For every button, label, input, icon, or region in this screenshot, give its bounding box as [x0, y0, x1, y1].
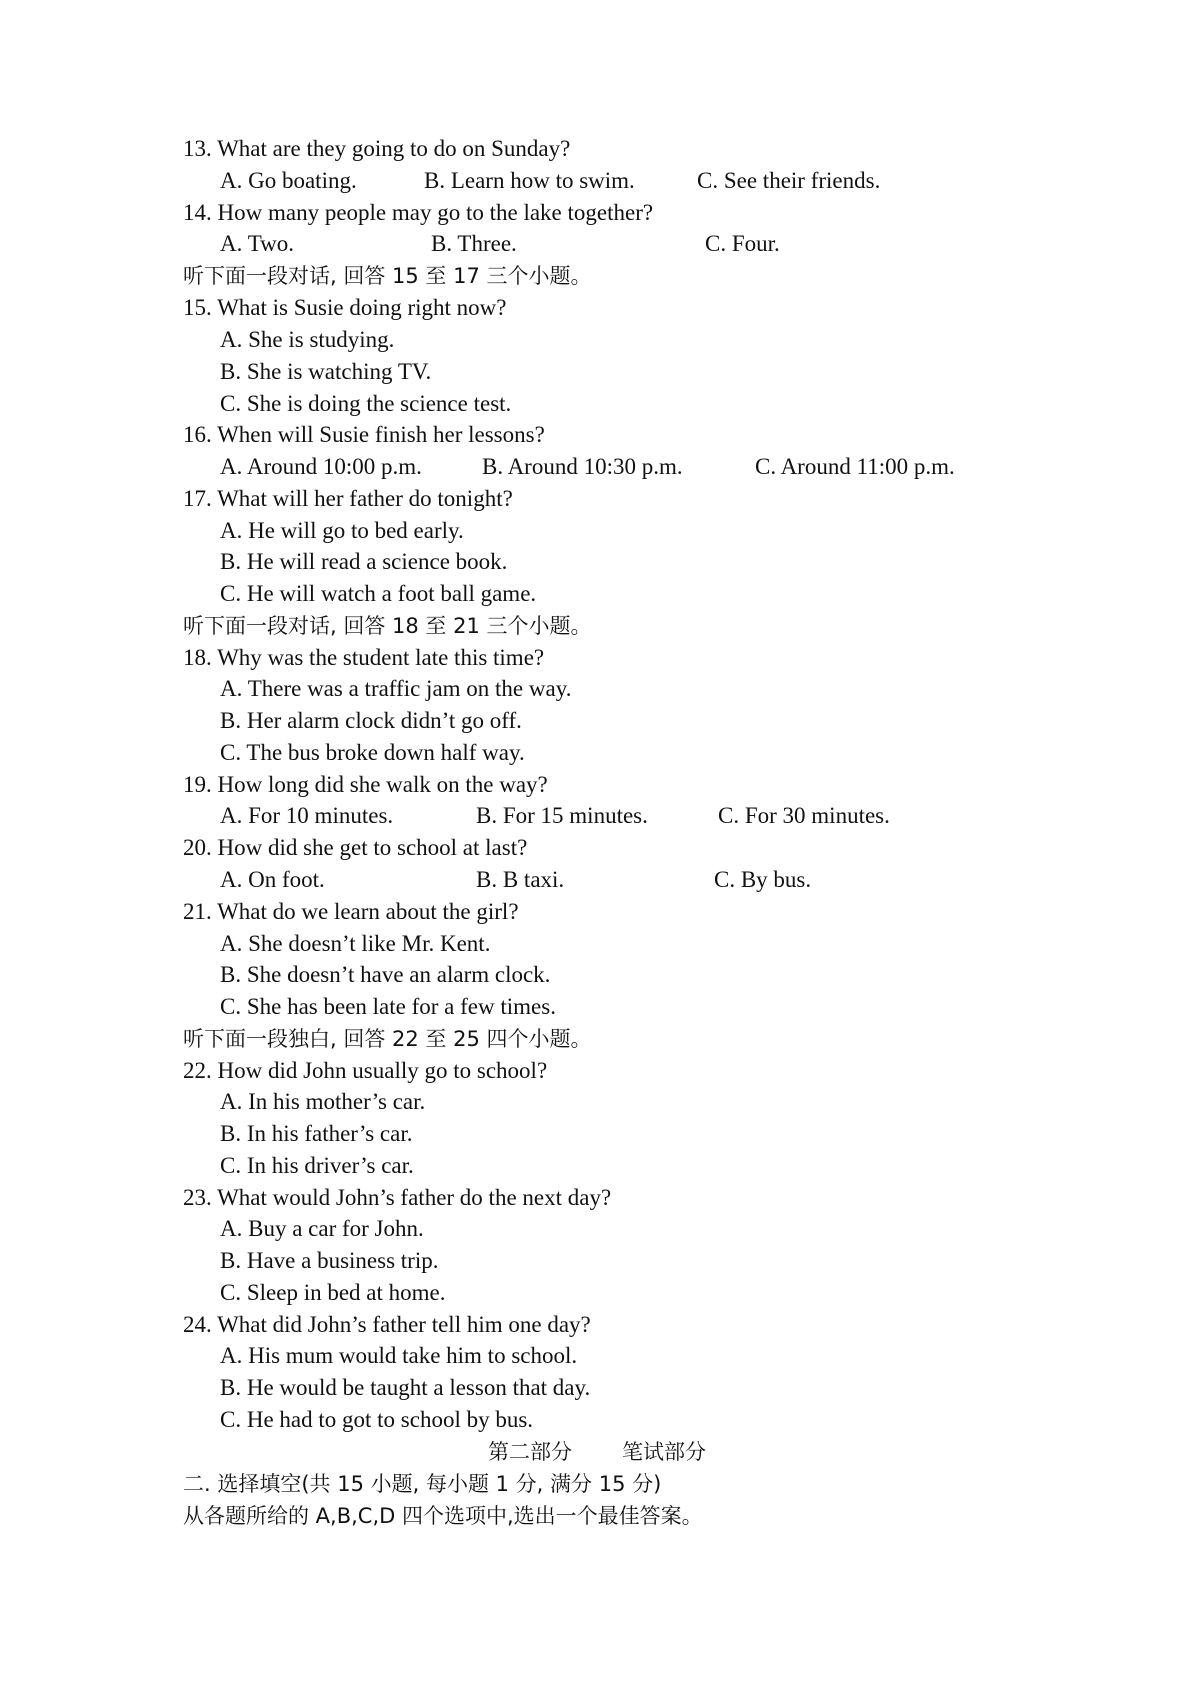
option-b: B. Have a business trip.	[220, 1248, 439, 1273]
question-stem: 18. Why was the student late this time?	[183, 645, 545, 670]
option-c: C. For 30 minutes.	[718, 803, 890, 828]
option-c: C. Sleep in bed at home.	[220, 1280, 446, 1305]
option-c: C. By bus.	[714, 867, 812, 892]
question-stem: 21. What do we learn about the girl?	[183, 899, 519, 924]
option-c: C. He had to got to school by bus.	[220, 1407, 534, 1432]
option-a: A. His mum would take him to school.	[220, 1343, 578, 1368]
option-b: B. In his father’s car.	[220, 1121, 413, 1146]
option-a: A. She is studying.	[220, 327, 395, 352]
option-a: A. Two.	[220, 231, 294, 256]
option-b: B. Around 10:30 p.m.	[482, 454, 683, 479]
question-stem: 20. How did she get to school at last?	[183, 835, 528, 860]
option-a: A. In his mother’s car.	[220, 1089, 426, 1114]
question-stem: 19. How long did she walk on the way?	[183, 772, 548, 797]
option-b: B. He will read a science book.	[220, 549, 508, 574]
question-stem: 13. What are they going to do on Sunday?	[183, 136, 571, 161]
option-c: C. The bus broke down half way.	[220, 740, 525, 765]
option-b: B. Her alarm clock didn’t go off.	[220, 708, 522, 733]
option-a: A. Buy a car for John.	[220, 1216, 424, 1241]
option-a: A. On foot.	[220, 867, 325, 892]
question-stem: 14. How many people may go to the lake together?	[183, 200, 654, 225]
option-b: B. For 15 minutes.	[476, 803, 648, 828]
option-b: B. She doesn’t have an alarm clock.	[220, 962, 551, 987]
question-stem: 24. What did John’s father tell him one day?	[183, 1312, 591, 1337]
option-a: A. For 10 minutes.	[220, 803, 394, 828]
section-instruction-text: 从各题所给的 A,B,C,D 四个选项中,选出一个最佳答案。	[183, 1504, 703, 1528]
instruction-text: 听下面一段对话, 回答 15 至 17 三个小题。	[183, 264, 592, 288]
instruction-text: 听下面一段独白, 回答 22 至 25 四个小题。	[183, 1027, 592, 1051]
question-stem: 15. What is Susie doing right now?	[183, 295, 507, 320]
question-stem: 17. What will her father do tonight?	[183, 486, 513, 511]
option-c: C. He will watch a foot ball game.	[220, 581, 537, 606]
option-a: A. He will go to bed early.	[220, 518, 464, 543]
question-stem: 16. When will Susie finish her lessons?	[183, 422, 545, 447]
option-b: B. B taxi.	[476, 867, 565, 892]
option-b: B. Three.	[431, 231, 517, 256]
option-b: B. He would be taught a lesson that day.	[220, 1375, 591, 1400]
question-stem: 22. How did John usually go to school?	[183, 1058, 548, 1083]
option-b: B. She is watching TV.	[220, 359, 432, 384]
option-c: C. Four.	[705, 231, 780, 256]
part2-heading-left: 第二部分	[488, 1440, 572, 1464]
option-c: C. In his driver’s car.	[220, 1153, 414, 1178]
option-a: A. She doesn’t like Mr. Kent.	[220, 931, 491, 956]
instruction-text: 听下面一段对话, 回答 18 至 21 三个小题。	[183, 614, 592, 638]
option-b: B. Learn how to swim.	[424, 168, 635, 193]
question-stem: 23. What would John’s father do the next day?	[183, 1185, 612, 1210]
option-c: C. Around 11:00 p.m.	[755, 454, 955, 479]
part2-heading-right: 笔试部分	[622, 1440, 706, 1464]
option-a: A. Go boating.	[220, 168, 357, 193]
option-a: A. There was a traffic jam on the way.	[220, 676, 572, 701]
section-title-text: 二. 选择填空(共 15 小题, 每小题 1 分, 满分 15 分)	[183, 1472, 662, 1496]
option-a: A. Around 10:00 p.m.	[220, 454, 422, 479]
option-c: C. She is doing the science test.	[220, 391, 512, 416]
option-c: C. See their friends.	[697, 168, 881, 193]
option-c: C. She has been late for a few times.	[220, 994, 556, 1019]
